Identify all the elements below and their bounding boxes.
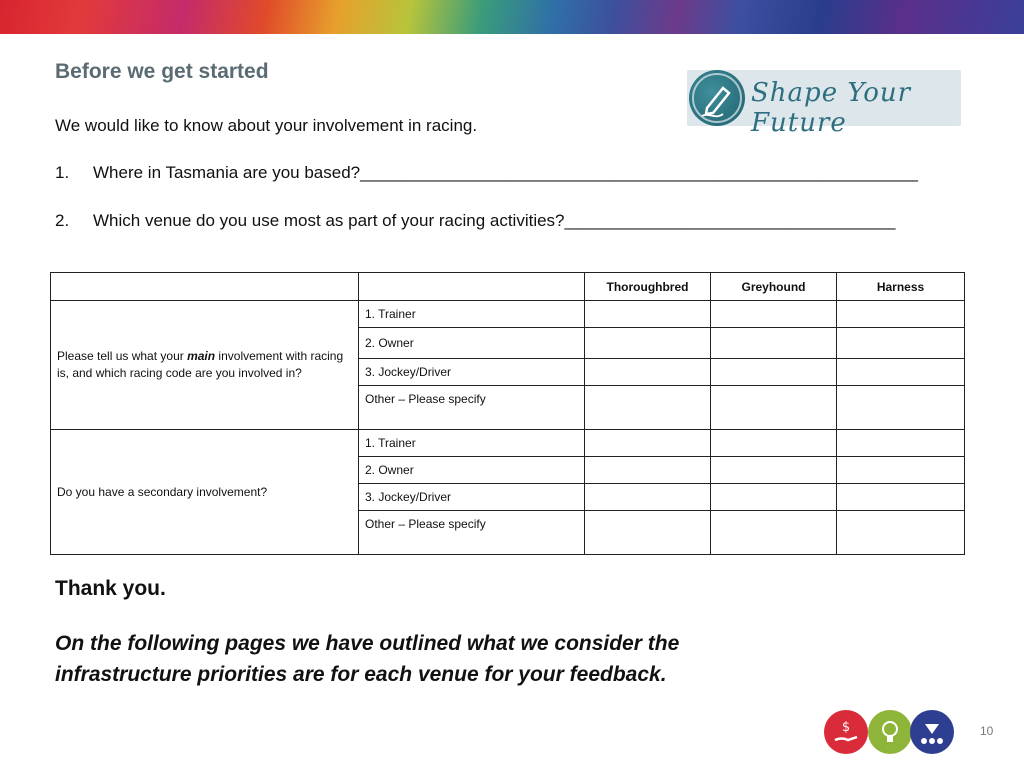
option-owner: 2. Owner [359, 328, 585, 359]
answer-cell[interactable] [585, 511, 711, 555]
option-trainer: 1. Trainer [359, 301, 585, 328]
answer-cell[interactable] [837, 359, 965, 386]
question-number: 2. [55, 211, 70, 230]
column-header-thoroughbred: Thoroughbred [585, 273, 711, 301]
header-empty-cell [359, 273, 585, 301]
involvement-table [50, 272, 965, 555]
closing-text [55, 628, 679, 690]
closing-line: On the following pages we have outlined what we consider the [55, 632, 680, 655]
secondary-involvement-question: Do you have a secondary involvement? [51, 430, 359, 555]
answer-cell[interactable] [585, 301, 711, 328]
option-jockey-driver: 3. Jockey/Driver [359, 484, 585, 511]
answer-cell[interactable] [837, 386, 965, 430]
main-emphasis: main [187, 349, 216, 363]
answer-cell[interactable] [711, 328, 837, 359]
header-empty-cell [51, 273, 359, 301]
intro-text: We would like to know about your involvement in racing. [55, 116, 478, 135]
answer-cell[interactable] [711, 301, 837, 328]
pencil-icon [689, 70, 745, 126]
answer-cell[interactable] [711, 484, 837, 511]
page-number: 10 [980, 724, 994, 738]
answer-cell[interactable] [837, 484, 965, 511]
answer-cell[interactable] [711, 386, 837, 430]
answer-cell[interactable] [585, 359, 711, 386]
question-text: Which venue do you use most as part of your racing activities?___________________________________ [93, 211, 896, 230]
option-owner: 2. Owner [359, 457, 585, 484]
question-number: 1. [55, 163, 70, 182]
option-other: Other – Please specify [359, 386, 585, 430]
answer-cell[interactable] [711, 430, 837, 457]
answer-cell[interactable] [711, 511, 837, 555]
logo-text: Shape Your Future [751, 78, 912, 138]
column-header-harness: Harness [837, 273, 965, 301]
svg-text:$: $ [841, 720, 851, 735]
network-icon [910, 710, 954, 754]
question-1 [55, 163, 918, 183]
answer-cell[interactable] [585, 484, 711, 511]
answer-cell[interactable] [837, 328, 965, 359]
answer-cell[interactable] [585, 457, 711, 484]
column-header-greyhound: Greyhound [711, 273, 837, 301]
answer-cell[interactable] [585, 386, 711, 430]
lightbulb-icon [868, 710, 912, 754]
closing-line: infrastructure priorities are for each venue for your feedback. [55, 663, 667, 686]
answer-cell[interactable] [585, 430, 711, 457]
answer-cell[interactable] [837, 430, 965, 457]
main-involvement-question: Please tell us what your main involvement with racing is, and which racing code are you involved in? [51, 301, 359, 430]
option-jockey-driver: 3. Jockey/Driver [359, 359, 585, 386]
question-2 [55, 211, 895, 231]
answer-cell[interactable] [711, 359, 837, 386]
question-text: Where in Tasmania are you based?___________________________________________________________ [93, 163, 918, 182]
thank-you-heading: Thank you. [55, 577, 166, 600]
option-other: Other – Please specify [359, 511, 585, 555]
answer-cell[interactable] [711, 457, 837, 484]
hand-dollar-icon [824, 710, 868, 754]
answer-cell[interactable] [585, 328, 711, 359]
footer-icons [822, 708, 962, 754]
answer-cell[interactable] [837, 511, 965, 555]
header-banner [0, 0, 1024, 34]
option-trainer: 1. Trainer [359, 430, 585, 457]
page-title: Before we get started [55, 60, 269, 83]
answer-cell[interactable] [837, 457, 965, 484]
answer-cell[interactable] [837, 301, 965, 328]
logo [687, 70, 961, 138]
